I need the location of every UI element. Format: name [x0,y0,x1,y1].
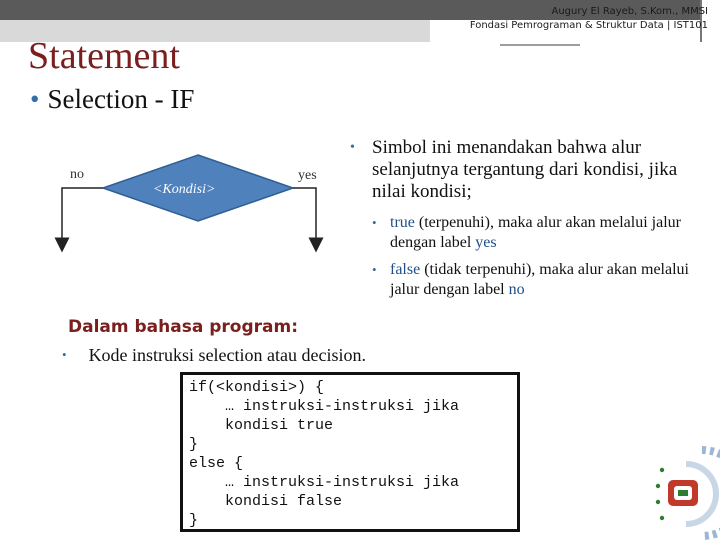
bullet-dot: • [30,84,40,114]
yes-label: yes [298,168,317,183]
false-word: false [390,261,421,278]
bullet-dot: • [372,262,377,277]
bullet-dot: • [62,347,67,362]
description-lead [350,137,715,203]
program-bullet-text: Kode instruksi selection atau decision. [88,345,366,365]
false-text: (tidak terpenuhi), maka alur akan melalui jalur dengan label [390,261,689,298]
bullet-dot: • [372,215,377,230]
university-logo [640,440,720,540]
condition-label: <Kondisi> [153,182,216,197]
true-word: true [390,214,415,231]
slide-title: Statement [28,35,180,77]
false-condition-item [370,260,715,300]
if-flowchart [20,150,340,260]
code-block: if(<kondisi>) { … instruksi-instruksi jika kondisi true } else { … instruksi-instruksi jika kondisi false } [180,372,520,532]
false-label: no [508,281,525,298]
no-label: no [70,167,84,182]
description [350,137,715,203]
description-lead-text: Simbol ini menandakan bahwa alur selanjutnya tergantung dari kondisi, jika nilai kondisi; [372,137,678,202]
main-bullet-text: Selection - IF [47,84,195,114]
header-accent-line [500,44,580,46]
header-credits [470,5,708,33]
no-branch-arrow [62,188,103,245]
header-authors: Augury El Rayeb, S.Kom., MMSI [551,6,708,17]
true-label: yes [475,234,497,251]
bullet-dot: • [350,140,355,155]
header-course: Fondasi Pemrograman & Struktur Data | IST101 [469,20,708,31]
true-condition-item [370,213,715,253]
program-bullet [62,345,366,366]
program-heading: Dalam bahasa program: [68,317,299,337]
main-bullet [30,84,194,115]
yes-branch-arrow [293,188,316,245]
true-text: (terpenuhi), maka alur akan melalui jalur dengan label [390,214,681,251]
